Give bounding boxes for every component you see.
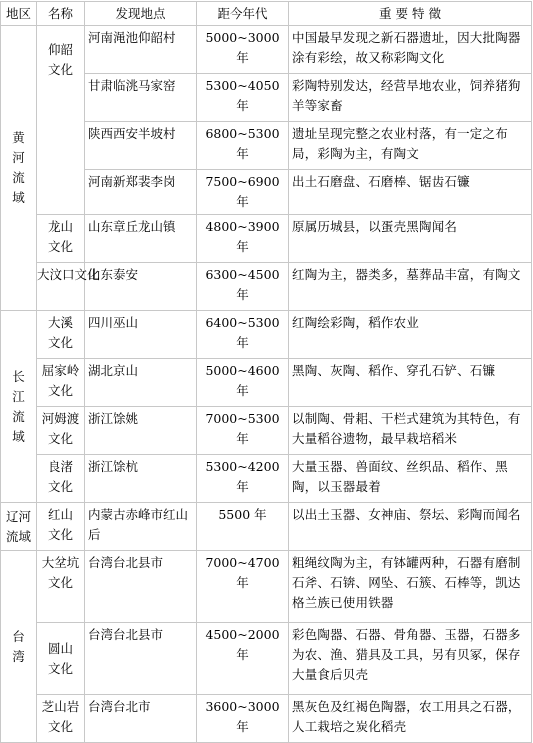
features-cell: 大量玉器、兽面纹、丝织品、稻作、黑陶，以玉器最着 [289, 455, 532, 503]
date-cell: 4800~3900 年 [197, 215, 289, 263]
features-cell: 中国最早发现之新石器遗址，因大批陶器涂有彩绘，故又称彩陶文化 [289, 26, 532, 74]
culture-cell [37, 623, 85, 695]
date-cell: 7500~6900 年 [197, 170, 289, 215]
table-row [1, 623, 532, 695]
culture-label: 河姆渡 文化 [41, 411, 80, 446]
culture-label: 仰韶 文化 [47, 42, 73, 77]
site-cell: 河南渑池仰韶村 [85, 26, 197, 74]
features-cell: 以出土玉器、女神庙、祭坛、彩陶而闻名 [289, 503, 532, 551]
header-date: 距今年代 [197, 2, 289, 26]
features-cell: 红陶绘彩陶，稻作农业 [289, 311, 532, 359]
table-row [1, 503, 532, 551]
culture-label: 良渚 文化 [47, 459, 73, 494]
features-cell: 红陶为主，器类多，墓葬品丰富，有陶文 [289, 263, 532, 311]
date-cell: 5000~3000 年 [197, 26, 289, 74]
features-cell: 黑灰色及红褐色陶器，农工用具之石器，人工栽培之炭化稻壳 [289, 695, 532, 743]
site-cell: 山东章丘龙山镇 [85, 215, 197, 263]
region-label: 台 湾 [12, 628, 25, 664]
site-cell: 台湾台北县市 [85, 551, 197, 623]
header-row [1, 2, 532, 26]
culture-cell [37, 26, 85, 215]
culture-label: 大溪 文化 [47, 315, 73, 350]
header-features: 重 要 特 徵 [289, 2, 532, 26]
culture-label: 红山 文化 [47, 507, 73, 542]
features-cell: 原属历城县，以蛋壳黑陶闻名 [289, 215, 532, 263]
features-cell: 彩陶特别发达，经营旱地农业，饲养猪狗羊等家畜 [289, 74, 532, 122]
table-row [1, 551, 532, 623]
culture-cell [37, 455, 85, 503]
site-cell: 甘肃临洮马家窑 [85, 74, 197, 122]
header-name: 名称 [37, 2, 85, 26]
culture-cell [37, 551, 85, 623]
date-cell: 6300~4500 年 [197, 263, 289, 311]
culture-cell [37, 503, 85, 551]
date-cell: 5300~4050 年 [197, 74, 289, 122]
table-row [1, 359, 532, 407]
features-cell: 彩色陶器、石器、骨角器、玉器，石器多为农、渔、猎具及工具，另有贝冢，保存大量食后贝壳 [289, 623, 532, 695]
region-cell [1, 311, 37, 503]
region-cell [1, 503, 37, 551]
date-cell: 4500~2000 年 [197, 623, 289, 695]
date-cell: 5300~4200 年 [197, 455, 289, 503]
region-cell [1, 551, 37, 743]
date-cell: 7000~5300 年 [197, 407, 289, 455]
site-cell: 浙江馀姚 [85, 407, 197, 455]
date-cell: 3600~3000 年 [197, 695, 289, 743]
region-label: 长 江 流 域 [12, 368, 25, 444]
features-cell: 遗址呈现完整之农业村落，有一定之布局，彩陶为主，有陶文 [289, 122, 532, 170]
site-cell: 台湾台北市 [85, 695, 197, 743]
table-row [1, 407, 532, 455]
date-cell: 6400~5300 年 [197, 311, 289, 359]
culture-label: 屈家岭 文化 [41, 363, 80, 398]
site-cell: 湖北京山 [85, 359, 197, 407]
site-cell: 浙江馀杭 [85, 455, 197, 503]
site-cell: 四川巫山 [85, 311, 197, 359]
date-cell: 5000~4600 年 [197, 359, 289, 407]
culture-label: 龙山 文化 [47, 219, 73, 254]
date-cell: 7000~4700 年 [197, 551, 289, 623]
neolithic-culture-table [0, 1, 532, 743]
header-site: 发现地点 [85, 2, 197, 26]
features-cell: 以制陶、骨耜、干栏式建筑为其特色，有大量稻谷遗物，最早栽培稻米 [289, 407, 532, 455]
culture-cell [37, 359, 85, 407]
culture-cell: 大汶口文化 [37, 263, 85, 311]
table-row [1, 311, 532, 359]
culture-cell [37, 311, 85, 359]
region-label: 辽河 流域 [5, 508, 31, 544]
date-cell: 6800~5300 年 [197, 122, 289, 170]
table-row [1, 215, 532, 263]
culture-cell [37, 695, 85, 743]
features-cell: 出土石磨盘、石磨棒、锯齿石镰 [289, 170, 532, 215]
culture-cell [37, 215, 85, 263]
site-cell: 陕西西安半坡村 [85, 122, 197, 170]
culture-label: 大坌坑 文化 [41, 555, 80, 590]
date-cell: 5500 年 [197, 503, 289, 551]
site-cell: 台湾台北县市 [85, 623, 197, 695]
site-cell: 河南新郑裴李岗 [85, 170, 197, 215]
region-label: 黄 河 流 域 [12, 130, 25, 205]
table-row [1, 26, 532, 74]
region-cell [1, 26, 37, 311]
culture-cell [37, 407, 85, 455]
table-row [1, 263, 532, 311]
header-region: 地区 [1, 2, 37, 26]
culture-label: 芝山岩 文化 [41, 699, 80, 734]
table-row [1, 455, 532, 503]
site-cell: 内蒙古赤峰市红山后 [85, 503, 197, 551]
features-cell: 粗绳纹陶为主，有钵罐两种，石器有磨制石斧、石锛、网坠、石簇、石棒等，凯达格兰族已使用铁器 [289, 551, 532, 623]
site-cell: 山东泰安 [85, 263, 197, 311]
features-cell: 黑陶、灰陶、稻作、穿孔石铲、石镰 [289, 359, 532, 407]
culture-label: 圆山 文化 [47, 640, 73, 676]
table-row [1, 695, 532, 743]
